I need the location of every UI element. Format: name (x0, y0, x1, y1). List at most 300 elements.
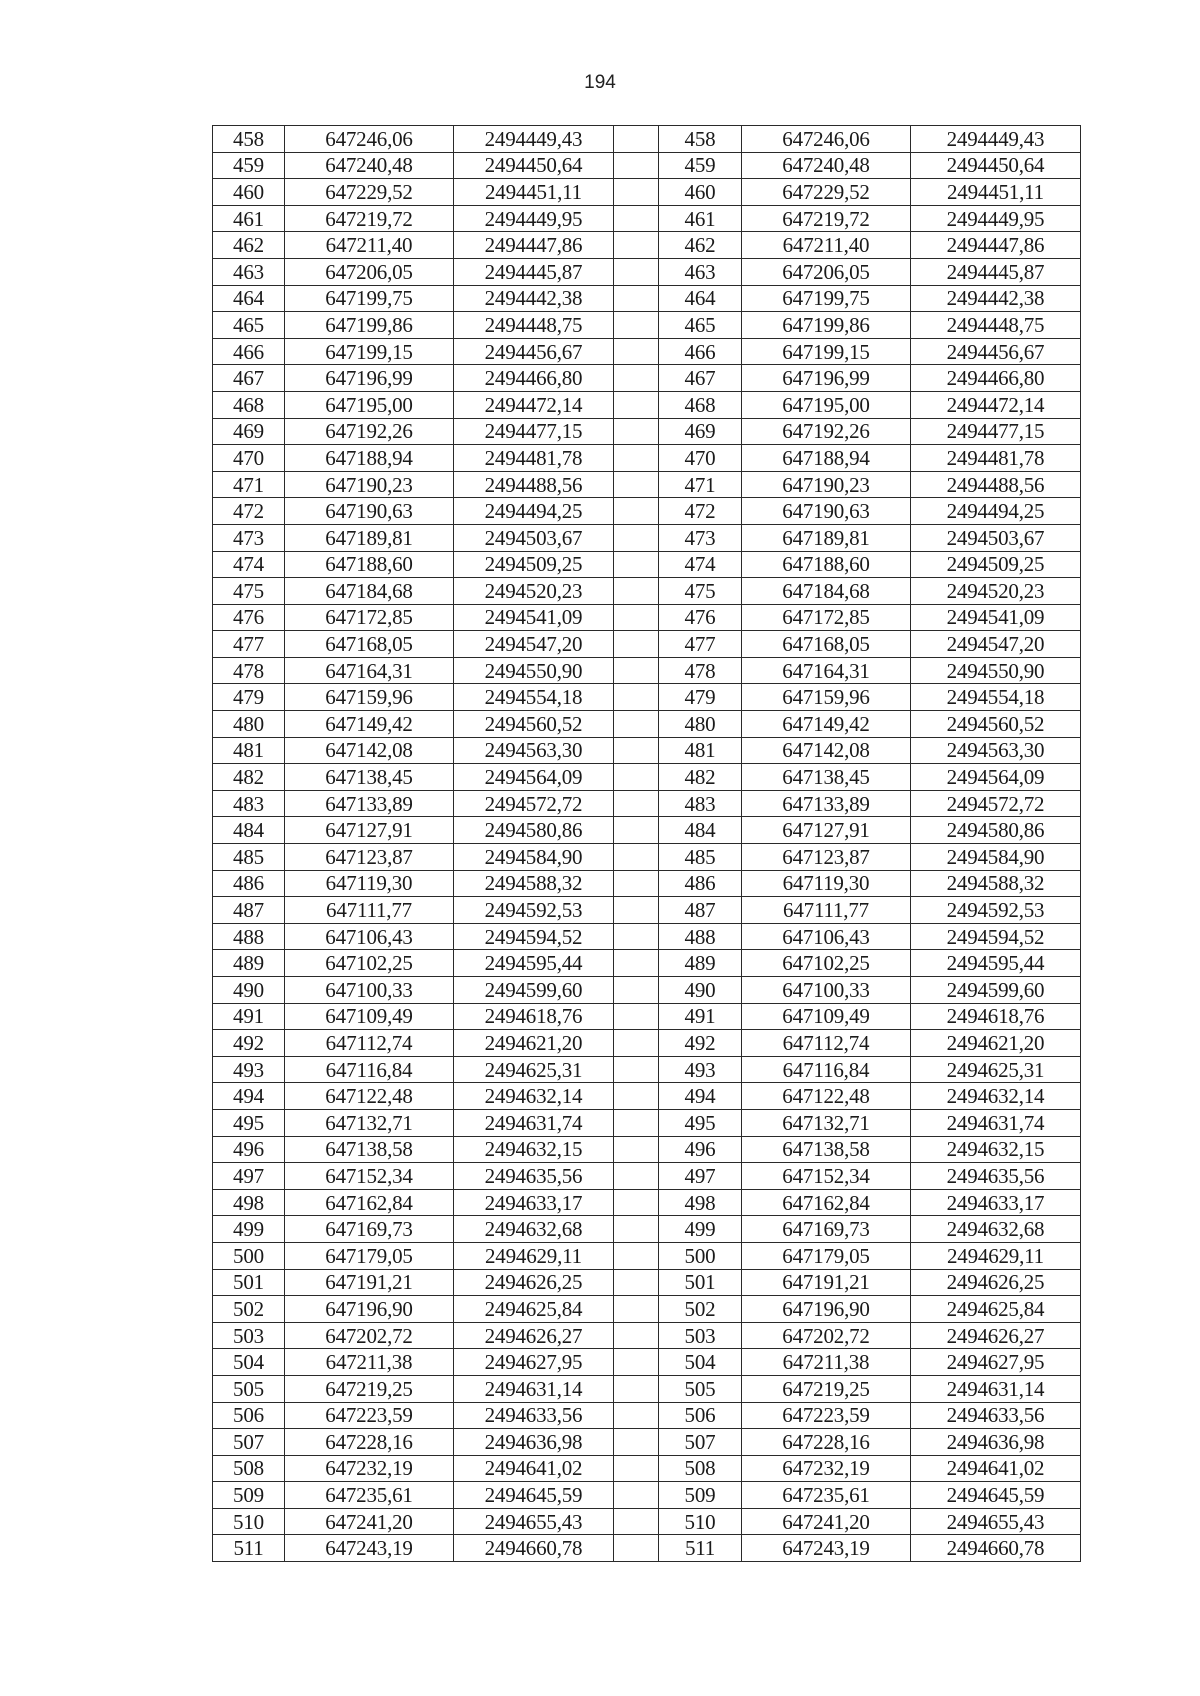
point-number-left: 461 (213, 205, 285, 232)
point-number-right: 506 (659, 1402, 742, 1429)
x-coordinate-left: 647123,87 (285, 844, 454, 871)
x-coordinate-right: 647168,05 (742, 631, 911, 658)
x-coordinate-right: 647116,84 (742, 1056, 911, 1083)
point-number-right: 511 (659, 1535, 742, 1562)
x-coordinate-left: 647111,77 (285, 897, 454, 924)
x-coordinate-left: 647232,19 (285, 1455, 454, 1482)
table-row (213, 1296, 1081, 1323)
y-coordinate-right: 2494641,02 (911, 1455, 1081, 1482)
y-coordinate-left: 2494626,27 (454, 1322, 614, 1349)
y-coordinate-left: 2494472,14 (454, 391, 614, 418)
empty-gap-cell (614, 498, 659, 525)
x-coordinate-left: 647189,81 (285, 524, 454, 551)
y-coordinate-left: 2494564,09 (454, 764, 614, 791)
point-number-right: 493 (659, 1056, 742, 1083)
y-coordinate-right: 2494466,80 (911, 365, 1081, 392)
x-coordinate-right: 647162,84 (742, 1189, 911, 1216)
x-coordinate-right: 647188,94 (742, 445, 911, 472)
point-number-left: 470 (213, 445, 285, 472)
x-coordinate-left: 647149,42 (285, 711, 454, 738)
table-row (213, 232, 1081, 259)
point-number-right: 490 (659, 977, 742, 1004)
table-row (213, 205, 1081, 232)
y-coordinate-left: 2494550,90 (454, 657, 614, 684)
x-coordinate-left: 647188,60 (285, 551, 454, 578)
empty-gap-cell (614, 1482, 659, 1509)
empty-gap-cell (614, 1136, 659, 1163)
y-coordinate-right: 2494451,11 (911, 179, 1081, 206)
x-coordinate-left: 647169,73 (285, 1216, 454, 1243)
y-coordinate-left: 2494477,15 (454, 418, 614, 445)
point-number-left: 507 (213, 1429, 285, 1456)
x-coordinate-left: 647223,59 (285, 1402, 454, 1429)
y-coordinate-left: 2494494,25 (454, 498, 614, 525)
table-row (213, 1163, 1081, 1190)
table-row (213, 179, 1081, 206)
table-row (213, 1508, 1081, 1535)
table-row (213, 1136, 1081, 1163)
point-number-left: 487 (213, 897, 285, 924)
x-coordinate-right: 647142,08 (742, 737, 911, 764)
y-coordinate-right: 2494633,56 (911, 1402, 1081, 1429)
point-number-right: 473 (659, 524, 742, 551)
point-number-left: 464 (213, 285, 285, 312)
y-coordinate-right: 2494449,43 (911, 126, 1081, 153)
x-coordinate-left: 647219,72 (285, 205, 454, 232)
table-row (213, 1083, 1081, 1110)
y-coordinate-right: 2494660,78 (911, 1535, 1081, 1562)
y-coordinate-left: 2494625,84 (454, 1296, 614, 1323)
y-coordinate-right: 2494450,64 (911, 152, 1081, 179)
empty-gap-cell (614, 1375, 659, 1402)
point-number-right: 502 (659, 1296, 742, 1323)
x-coordinate-right: 647109,49 (742, 1003, 911, 1030)
x-coordinate-left: 647243,19 (285, 1535, 454, 1562)
x-coordinate-left: 647235,61 (285, 1482, 454, 1509)
table-row (213, 604, 1081, 631)
empty-gap-cell (614, 1508, 659, 1535)
y-coordinate-left: 2494449,43 (454, 126, 614, 153)
empty-gap-cell (614, 684, 659, 711)
y-coordinate-left: 2494503,67 (454, 524, 614, 551)
x-coordinate-left: 647138,45 (285, 764, 454, 791)
x-coordinate-left: 647119,30 (285, 870, 454, 897)
y-coordinate-right: 2494572,72 (911, 790, 1081, 817)
point-number-right: 500 (659, 1242, 742, 1269)
empty-gap-cell (614, 817, 659, 844)
point-number-right: 488 (659, 923, 742, 950)
empty-gap-cell (614, 1242, 659, 1269)
y-coordinate-left: 2494445,87 (454, 258, 614, 285)
point-number-left: 511 (213, 1535, 285, 1562)
point-number-right: 491 (659, 1003, 742, 1030)
point-number-right: 479 (659, 684, 742, 711)
table-row (213, 737, 1081, 764)
point-number-left: 504 (213, 1349, 285, 1376)
empty-gap-cell (614, 711, 659, 738)
empty-gap-cell (614, 205, 659, 232)
x-coordinate-left: 647240,48 (285, 152, 454, 179)
x-coordinate-right: 647243,19 (742, 1535, 911, 1562)
point-number-left: 493 (213, 1056, 285, 1083)
empty-gap-cell (614, 1349, 659, 1376)
table-row (213, 258, 1081, 285)
x-coordinate-right: 647106,43 (742, 923, 911, 950)
point-number-left: 463 (213, 258, 285, 285)
empty-gap-cell (614, 1296, 659, 1323)
point-number-left: 471 (213, 471, 285, 498)
y-coordinate-right: 2494625,84 (911, 1296, 1081, 1323)
y-coordinate-right: 2494481,78 (911, 445, 1081, 472)
x-coordinate-right: 647133,89 (742, 790, 911, 817)
point-number-right: 478 (659, 657, 742, 684)
empty-gap-cell (614, 604, 659, 631)
point-number-right: 510 (659, 1508, 742, 1535)
y-coordinate-left: 2494633,56 (454, 1402, 614, 1429)
x-coordinate-right: 647211,38 (742, 1349, 911, 1376)
y-coordinate-left: 2494572,72 (454, 790, 614, 817)
y-coordinate-left: 2494595,44 (454, 950, 614, 977)
point-number-left: 465 (213, 312, 285, 339)
x-coordinate-left: 647241,20 (285, 1508, 454, 1535)
table-row (213, 631, 1081, 658)
y-coordinate-right: 2494592,53 (911, 897, 1081, 924)
point-number-right: 494 (659, 1083, 742, 1110)
empty-gap-cell (614, 1269, 659, 1296)
point-number-left: 486 (213, 870, 285, 897)
empty-gap-cell (614, 631, 659, 658)
x-coordinate-left: 647228,16 (285, 1429, 454, 1456)
point-number-right: 507 (659, 1429, 742, 1456)
point-number-left: 478 (213, 657, 285, 684)
x-coordinate-left: 647109,49 (285, 1003, 454, 1030)
point-number-left: 462 (213, 232, 285, 259)
table-row (213, 1003, 1081, 1030)
x-coordinate-left: 647122,48 (285, 1083, 454, 1110)
y-coordinate-left: 2494451,11 (454, 179, 614, 206)
empty-gap-cell (614, 258, 659, 285)
y-coordinate-right: 2494631,74 (911, 1109, 1081, 1136)
x-coordinate-right: 647202,72 (742, 1322, 911, 1349)
x-coordinate-right: 647100,33 (742, 977, 911, 1004)
x-coordinate-left: 647116,84 (285, 1056, 454, 1083)
point-number-right: 486 (659, 870, 742, 897)
empty-gap-cell (614, 790, 659, 817)
x-coordinate-left: 647142,08 (285, 737, 454, 764)
point-number-right: 471 (659, 471, 742, 498)
x-coordinate-left: 647195,00 (285, 391, 454, 418)
coordinates-table-body (213, 126, 1081, 1562)
y-coordinate-left: 2494618,76 (454, 1003, 614, 1030)
point-number-right: 481 (659, 737, 742, 764)
point-number-left: 510 (213, 1508, 285, 1535)
table-row (213, 498, 1081, 525)
coordinates-table (212, 125, 1081, 1562)
point-number-left: 497 (213, 1163, 285, 1190)
y-coordinate-left: 2494655,43 (454, 1508, 614, 1535)
y-coordinate-right: 2494503,67 (911, 524, 1081, 551)
x-coordinate-right: 647102,25 (742, 950, 911, 977)
point-number-right: 459 (659, 152, 742, 179)
y-coordinate-left: 2494541,09 (454, 604, 614, 631)
y-coordinate-right: 2494594,52 (911, 923, 1081, 950)
point-number-left: 503 (213, 1322, 285, 1349)
y-coordinate-right: 2494580,86 (911, 817, 1081, 844)
x-coordinate-left: 647100,33 (285, 977, 454, 1004)
x-coordinate-left: 647162,84 (285, 1189, 454, 1216)
y-coordinate-right: 2494448,75 (911, 312, 1081, 339)
table-row (213, 1375, 1081, 1402)
point-number-left: 498 (213, 1189, 285, 1216)
empty-gap-cell (614, 179, 659, 206)
point-number-right: 476 (659, 604, 742, 631)
y-coordinate-left: 2494509,25 (454, 551, 614, 578)
y-coordinate-right: 2494618,76 (911, 1003, 1081, 1030)
empty-gap-cell (614, 1003, 659, 1030)
y-coordinate-left: 2494580,86 (454, 817, 614, 844)
x-coordinate-left: 647132,71 (285, 1109, 454, 1136)
empty-gap-cell (614, 232, 659, 259)
table-row (213, 1216, 1081, 1243)
y-coordinate-right: 2494509,25 (911, 551, 1081, 578)
point-number-right: 480 (659, 711, 742, 738)
y-coordinate-left: 2494627,95 (454, 1349, 614, 1376)
table-row (213, 578, 1081, 605)
table-row (213, 764, 1081, 791)
y-coordinate-right: 2494595,44 (911, 950, 1081, 977)
table-row (213, 897, 1081, 924)
table-row (213, 445, 1081, 472)
x-coordinate-right: 647169,73 (742, 1216, 911, 1243)
point-number-left: 475 (213, 578, 285, 605)
point-number-right: 467 (659, 365, 742, 392)
x-coordinate-left: 647179,05 (285, 1242, 454, 1269)
point-number-right: 503 (659, 1322, 742, 1349)
y-coordinate-left: 2494584,90 (454, 844, 614, 871)
y-coordinate-right: 2494629,11 (911, 1242, 1081, 1269)
x-coordinate-right: 647223,59 (742, 1402, 911, 1429)
empty-gap-cell (614, 551, 659, 578)
table-row (213, 1455, 1081, 1482)
x-coordinate-right: 647195,00 (742, 391, 911, 418)
empty-gap-cell (614, 285, 659, 312)
empty-gap-cell (614, 126, 659, 153)
table-row (213, 391, 1081, 418)
empty-gap-cell (614, 977, 659, 1004)
empty-gap-cell (614, 391, 659, 418)
empty-gap-cell (614, 471, 659, 498)
y-coordinate-right: 2494447,86 (911, 232, 1081, 259)
point-number-right: 474 (659, 551, 742, 578)
x-coordinate-right: 647232,19 (742, 1455, 911, 1482)
empty-gap-cell (614, 657, 659, 684)
y-coordinate-right: 2494632,15 (911, 1136, 1081, 1163)
empty-gap-cell (614, 923, 659, 950)
point-number-left: 484 (213, 817, 285, 844)
empty-gap-cell (614, 418, 659, 445)
x-coordinate-right: 647119,30 (742, 870, 911, 897)
point-number-left: 508 (213, 1455, 285, 1482)
point-number-right: 496 (659, 1136, 742, 1163)
y-coordinate-left: 2494626,25 (454, 1269, 614, 1296)
point-number-left: 485 (213, 844, 285, 871)
y-coordinate-right: 2494655,43 (911, 1508, 1081, 1535)
table-row (213, 923, 1081, 950)
empty-gap-cell (614, 1030, 659, 1057)
point-number-right: 470 (659, 445, 742, 472)
table-row (213, 711, 1081, 738)
point-number-right: 472 (659, 498, 742, 525)
x-coordinate-right: 647235,61 (742, 1482, 911, 1509)
empty-gap-cell (614, 950, 659, 977)
table-row (213, 551, 1081, 578)
empty-gap-cell (614, 737, 659, 764)
point-number-left: 469 (213, 418, 285, 445)
y-coordinate-left: 2494448,75 (454, 312, 614, 339)
y-coordinate-right: 2494541,09 (911, 604, 1081, 631)
point-number-left: 491 (213, 1003, 285, 1030)
table-row (213, 1402, 1081, 1429)
x-coordinate-right: 647122,48 (742, 1083, 911, 1110)
point-number-right: 504 (659, 1349, 742, 1376)
y-coordinate-right: 2494550,90 (911, 657, 1081, 684)
table-row (213, 365, 1081, 392)
x-coordinate-left: 647102,25 (285, 950, 454, 977)
point-number-left: 479 (213, 684, 285, 711)
y-coordinate-right: 2494472,14 (911, 391, 1081, 418)
point-number-left: 459 (213, 152, 285, 179)
table-row (213, 1482, 1081, 1509)
empty-gap-cell (614, 578, 659, 605)
y-coordinate-right: 2494621,20 (911, 1030, 1081, 1057)
empty-gap-cell (614, 312, 659, 339)
x-coordinate-right: 647192,26 (742, 418, 911, 445)
point-number-left: 492 (213, 1030, 285, 1057)
y-coordinate-right: 2494520,23 (911, 578, 1081, 605)
y-coordinate-right: 2494645,59 (911, 1482, 1081, 1509)
x-coordinate-right: 647199,75 (742, 285, 911, 312)
x-coordinate-right: 647228,16 (742, 1429, 911, 1456)
x-coordinate-left: 647219,25 (285, 1375, 454, 1402)
table-row (213, 471, 1081, 498)
y-coordinate-left: 2494641,02 (454, 1455, 614, 1482)
table-row (213, 977, 1081, 1004)
y-coordinate-right: 2494635,56 (911, 1163, 1081, 1190)
y-coordinate-right: 2494488,56 (911, 471, 1081, 498)
x-coordinate-right: 647188,60 (742, 551, 911, 578)
point-number-left: 494 (213, 1083, 285, 1110)
y-coordinate-right: 2494599,60 (911, 977, 1081, 1004)
point-number-left: 495 (213, 1109, 285, 1136)
empty-gap-cell (614, 1455, 659, 1482)
point-number-right: 469 (659, 418, 742, 445)
table-row (213, 312, 1081, 339)
y-coordinate-right: 2494632,68 (911, 1216, 1081, 1243)
y-coordinate-right: 2494626,27 (911, 1322, 1081, 1349)
x-coordinate-left: 647199,75 (285, 285, 454, 312)
x-coordinate-right: 647219,72 (742, 205, 911, 232)
y-coordinate-right: 2494442,38 (911, 285, 1081, 312)
point-number-left: 467 (213, 365, 285, 392)
point-number-left: 483 (213, 790, 285, 817)
empty-gap-cell (614, 844, 659, 871)
x-coordinate-right: 647127,91 (742, 817, 911, 844)
point-number-right: 508 (659, 1455, 742, 1482)
x-coordinate-left: 647196,99 (285, 365, 454, 392)
x-coordinate-left: 647191,21 (285, 1269, 454, 1296)
empty-gap-cell (614, 1056, 659, 1083)
table-row (213, 657, 1081, 684)
x-coordinate-left: 647190,23 (285, 471, 454, 498)
y-coordinate-left: 2494481,78 (454, 445, 614, 472)
y-coordinate-left: 2494520,23 (454, 578, 614, 605)
y-coordinate-left: 2494660,78 (454, 1535, 614, 1562)
x-coordinate-left: 647138,58 (285, 1136, 454, 1163)
table-row (213, 1322, 1081, 1349)
x-coordinate-left: 647159,96 (285, 684, 454, 711)
y-coordinate-right: 2494633,17 (911, 1189, 1081, 1216)
table-row (213, 844, 1081, 871)
x-coordinate-right: 647190,63 (742, 498, 911, 525)
x-coordinate-right: 647241,20 (742, 1508, 911, 1535)
x-coordinate-right: 647164,31 (742, 657, 911, 684)
x-coordinate-right: 647196,99 (742, 365, 911, 392)
point-number-right: 468 (659, 391, 742, 418)
x-coordinate-left: 647133,89 (285, 790, 454, 817)
y-coordinate-left: 2494488,56 (454, 471, 614, 498)
empty-gap-cell (614, 365, 659, 392)
y-coordinate-left: 2494560,52 (454, 711, 614, 738)
point-number-right: 466 (659, 338, 742, 365)
x-coordinate-right: 647184,68 (742, 578, 911, 605)
point-number-left: 490 (213, 977, 285, 1004)
table-row (213, 418, 1081, 445)
point-number-left: 474 (213, 551, 285, 578)
x-coordinate-left: 647172,85 (285, 604, 454, 631)
point-number-left: 488 (213, 923, 285, 950)
point-number-left: 502 (213, 1296, 285, 1323)
point-number-right: 497 (659, 1163, 742, 1190)
empty-gap-cell (614, 870, 659, 897)
x-coordinate-left: 647192,26 (285, 418, 454, 445)
point-number-left: 476 (213, 604, 285, 631)
point-number-left: 473 (213, 524, 285, 551)
empty-gap-cell (614, 1322, 659, 1349)
x-coordinate-right: 647189,81 (742, 524, 911, 551)
y-coordinate-right: 2494456,67 (911, 338, 1081, 365)
y-coordinate-left: 2494632,15 (454, 1136, 614, 1163)
x-coordinate-left: 647152,34 (285, 1163, 454, 1190)
x-coordinate-right: 647132,71 (742, 1109, 911, 1136)
empty-gap-cell (614, 1535, 659, 1562)
x-coordinate-right: 647211,40 (742, 232, 911, 259)
table-row (213, 1429, 1081, 1456)
x-coordinate-right: 647199,86 (742, 312, 911, 339)
x-coordinate-left: 647106,43 (285, 923, 454, 950)
point-number-left: 501 (213, 1269, 285, 1296)
point-number-left: 458 (213, 126, 285, 153)
y-coordinate-right: 2494627,95 (911, 1349, 1081, 1376)
empty-gap-cell (614, 1189, 659, 1216)
x-coordinate-left: 647199,86 (285, 312, 454, 339)
y-coordinate-right: 2494625,31 (911, 1056, 1081, 1083)
x-coordinate-left: 647211,40 (285, 232, 454, 259)
x-coordinate-left: 647164,31 (285, 657, 454, 684)
y-coordinate-left: 2494456,67 (454, 338, 614, 365)
point-number-left: 460 (213, 179, 285, 206)
y-coordinate-left: 2494629,11 (454, 1242, 614, 1269)
point-number-left: 505 (213, 1375, 285, 1402)
